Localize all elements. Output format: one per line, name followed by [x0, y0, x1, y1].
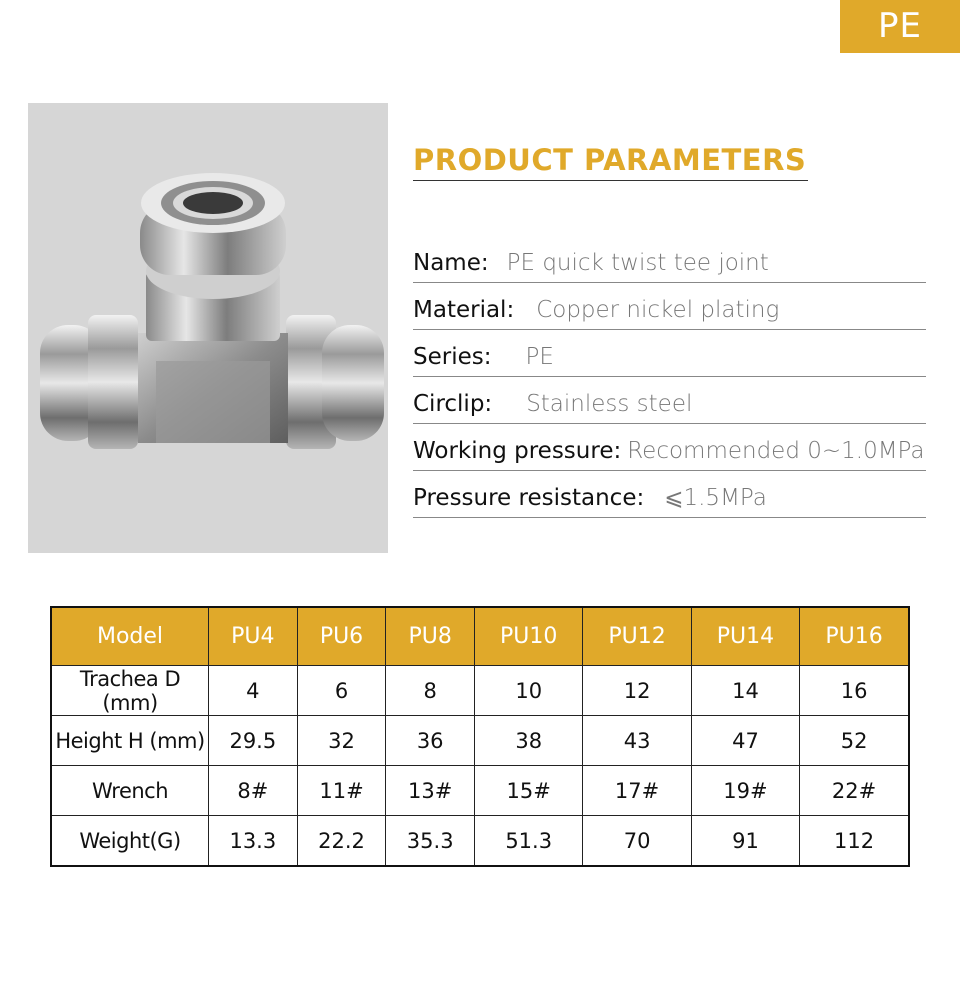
parameter-list: [413, 237, 926, 519]
table-cell: 12: [583, 666, 691, 716]
param-row-pressure-resistance: [413, 472, 926, 518]
product-photo: [28, 103, 388, 553]
row-header: Weight(G): [51, 816, 209, 867]
table-cell: 6: [297, 666, 386, 716]
param-value: ⩽1.5MPa: [664, 485, 767, 511]
param-row-name: [413, 237, 926, 283]
param-label: Circlip:: [413, 391, 493, 417]
table-cell: 14: [691, 666, 799, 716]
table-cell: 8: [386, 666, 475, 716]
table-cell: 47: [691, 716, 799, 766]
column-header: PU14: [691, 607, 799, 666]
table-cell: 38: [475, 716, 583, 766]
param-label: Working pressure:: [413, 438, 622, 464]
param-row-circlip: [413, 378, 926, 424]
table-cell: 43: [583, 716, 691, 766]
param-label: Series:: [413, 344, 492, 370]
series-badge: PE: [840, 0, 960, 53]
tee-joint-image: [28, 103, 388, 553]
table-cell: 19#: [691, 766, 799, 816]
table-cell: 52: [800, 716, 909, 766]
table-cell: 36: [386, 716, 475, 766]
table-cell: 15#: [475, 766, 583, 816]
table-cell: 29.5: [209, 716, 298, 766]
table-cell: 112: [800, 816, 909, 867]
table-cell: 16: [800, 666, 909, 716]
table-cell: 11#: [297, 766, 386, 816]
column-header: PU12: [583, 607, 691, 666]
table-cell: 70: [583, 816, 691, 867]
table-row: [51, 666, 909, 716]
param-label: Material:: [413, 297, 515, 323]
table-cell: 4: [209, 666, 298, 716]
param-value: PE quick twist tee joint: [506, 250, 769, 276]
param-row-working-pressure: [413, 425, 926, 471]
param-value: PE: [525, 344, 554, 370]
table-cell: 8#: [209, 766, 298, 816]
section-heading: PRODUCT PARAMETERS: [413, 140, 808, 181]
table-cell: 22#: [800, 766, 909, 816]
table-row: [51, 766, 909, 816]
table-cell: 51.3: [475, 816, 583, 867]
row-header: Trachea D (mm): [51, 666, 209, 716]
table-header-row: [51, 607, 909, 666]
table-cell: 22.2: [297, 816, 386, 867]
table-cell: 35.3: [386, 816, 475, 867]
row-header: Wrench: [51, 766, 209, 816]
row-header: Height H (mm): [51, 716, 209, 766]
column-header: PU10: [475, 607, 583, 666]
param-value: Stainless steel: [526, 391, 693, 417]
param-row-series: [413, 331, 926, 377]
table-cell: 32: [297, 716, 386, 766]
table-row: [51, 716, 909, 766]
table-row: [51, 816, 909, 867]
table-cell: 10: [475, 666, 583, 716]
table-cell: 17#: [583, 766, 691, 816]
param-value: Recommended 0~1.0MPa: [627, 438, 925, 464]
column-header: PU8: [386, 607, 475, 666]
table-cell: 91: [691, 816, 799, 867]
column-header: PU16: [800, 607, 909, 666]
column-header: PU6: [297, 607, 386, 666]
table-cell: 13#: [386, 766, 475, 816]
spec-table: [50, 606, 910, 867]
table-cell: 13.3: [209, 816, 298, 867]
param-label: Name:: [413, 250, 489, 276]
param-row-material: [413, 284, 926, 330]
param-label: Pressure resistance:: [413, 485, 645, 511]
column-header: Model: [51, 607, 209, 666]
param-value: Copper nickel plating: [536, 297, 780, 323]
column-header: PU4: [209, 607, 298, 666]
